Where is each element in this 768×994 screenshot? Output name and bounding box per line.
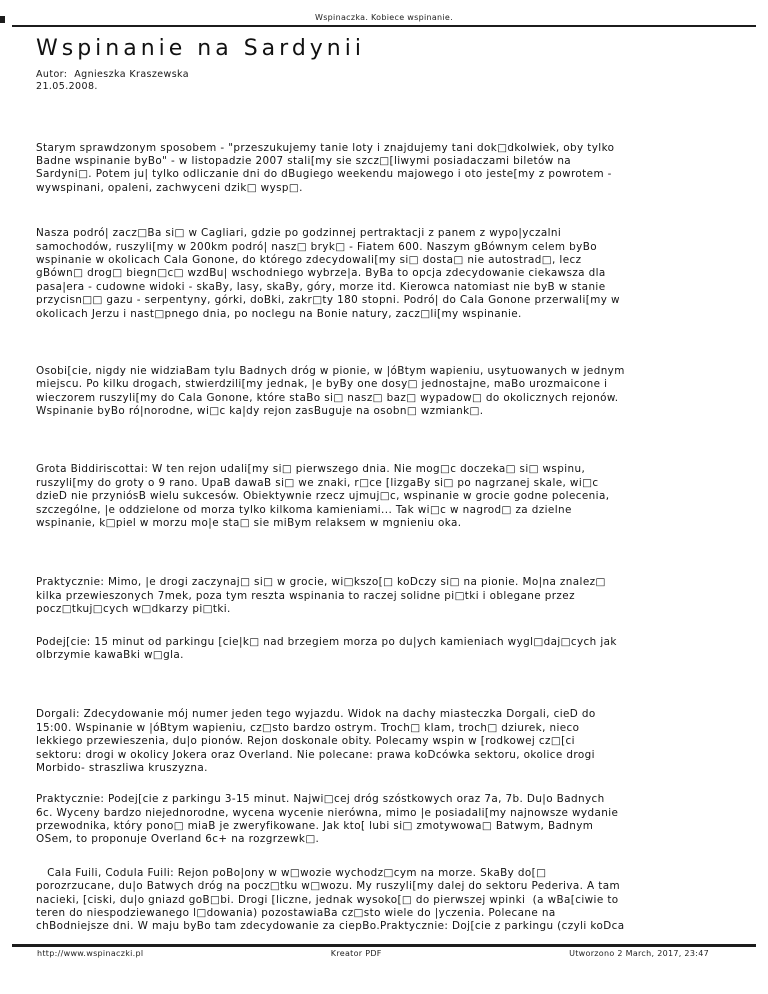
text-line: OSem, to proponuje Overland 6c+ na rozgrzewk□. bbox=[36, 833, 320, 846]
author-line: Autor: Agnieszka Kraszewska bbox=[36, 69, 189, 80]
text-line: przycisn□□ gazu - serpentyny, górki, doBki, zakr□ty 180 stopni. Podró| do Cala Gonone przerwali[my w bbox=[36, 294, 620, 307]
footer-url: http://www.wspinaczki.pl bbox=[37, 949, 144, 958]
text-line: ruszyli[my do groty o 9 rano. UpaB dawaB si□ we znaki, r□ce [lizgaBy si□ po nagrzanej skale, wi□c bbox=[36, 476, 599, 489]
text-line: olbrzymie kawaBki w□gla. bbox=[36, 648, 184, 661]
text-line: Dorgali: Zdecydowanie mój numer jeden tego wyjazdu. Widok na dachy miasteczka Dorgali, cieD do bbox=[36, 708, 596, 721]
paragraph bbox=[36, 708, 740, 775]
page-footer bbox=[0, 944, 768, 958]
text-line: pocz□tkuj□cych w□dkarzy pi□tki. bbox=[36, 603, 231, 616]
text-line: wspinanie w okolicach Cala Gonone, do którego zdecydowali[my si□ dosta□ nie autostrad□, lecz bbox=[36, 253, 582, 266]
paragraph bbox=[36, 365, 740, 419]
text-line: chBodniejsze dni. W maju byBo tam zdecydowanie za ciepBo.Praktycznie: Doj[cie z parkingu (czyli koDca bbox=[36, 920, 625, 933]
text-line: Nasza podró| zacz□Ba si□ w Cagliari, gdzie po godzinnej pertraktacji z panem z wypo|yczalni bbox=[36, 227, 562, 240]
article-byline bbox=[36, 69, 738, 94]
paragraph bbox=[36, 576, 740, 616]
text-line: wieczorem ruszyli[my do Cala Gonone, które staBo si□ nasz□ baz□ wypadow□ do okolicznych rejonów. bbox=[36, 391, 619, 404]
paragraph bbox=[36, 463, 740, 530]
text-line: wspinanie, k□piel w morzu mo|e sta□ sie miBym relaksem w mgnieniu oka. bbox=[36, 517, 462, 530]
paragraph bbox=[36, 227, 740, 321]
text-line: wywspinani, opaleni, zachwyceni dzik□ wysp□. bbox=[36, 181, 303, 194]
text-line: Morbido- straszliwa kruszyzna. bbox=[36, 761, 208, 774]
paragraph bbox=[36, 142, 740, 196]
text-line: miejscu. Po kilku drogach, stwierdzili[my jednak, |e byBy one dosy□ jednostajne, maBo urozmaicone i bbox=[36, 378, 608, 391]
text-line: przewodnika, który pono□ miaB je zweryfikowane. Jak kto[ lubi si□ zmotywowa□ Batwym, Badnym bbox=[36, 820, 594, 833]
footer-generator: Kreator PDF bbox=[330, 949, 382, 958]
article-title: Wspinanie na Sardynii bbox=[36, 36, 365, 61]
text-line: teren do niespodziewanego l□dowania) pozostawiaBa cz□sto wiele do |yczenia. Polecane na bbox=[36, 907, 556, 920]
paragraph bbox=[36, 636, 740, 663]
text-line: Osobi[cie, nigdy nie widziaBam tylu Badnych dróg w pionie, w |óBtym wapieniu, usytuowanych w jednym bbox=[36, 364, 625, 377]
text-line: 15:00. Wspinanie w |óBtym wapieniu, cz□sto bardzo ostrym. Troch□ klam, troch□ dziurek, nieco bbox=[36, 721, 580, 734]
paragraph bbox=[36, 793, 740, 847]
text-line: Praktycznie: Mimo, |e drogi zaczynaj□ si□ w grocie, wi□kszo[□ koDczy si□ na pionie. Mo|na znalez□ bbox=[36, 576, 606, 589]
text-line: kilka przewieszonych 7mek, poza tym reszta wspinania to raczej solidne pi□tki i oblegane przez bbox=[36, 589, 575, 602]
text-line: dzieD nie przyniósB wielu sukcesów. Obiektywnie rzecz ujmuj□c, wspinanie w grocie godne polecenia, bbox=[36, 490, 610, 503]
header-site-title: Wspinaczka. Kobiece wspinanie. bbox=[315, 13, 453, 22]
article-body bbox=[36, 142, 740, 934]
header-divider bbox=[12, 25, 756, 27]
text-line: nacieki, [ciski, du|o gniazd goB□bi. Drogi [liczne, jednak wysoko[□ do pierwszej wpinki (a wBa[ciwie to bbox=[36, 893, 619, 906]
text-line: samochodów, ruszyli[my w 200km podró| nasz□ bryk□ - Fiatem 600. Naszym gBównym celem byBo bbox=[36, 240, 597, 253]
footer-row bbox=[37, 949, 709, 958]
date-line: 21.05.2008. bbox=[36, 81, 98, 93]
text-line: Wspinanie byBo ró|norodne, wi□c ka|dy rejon zasBuguje na osobn□ wzmiank□. bbox=[36, 405, 484, 418]
text-line: Grota Biddiriscottai: W ten rejon udali[my si□ pierwszego dnia. Nie mog□c doczeka□ si□ wspinu, bbox=[36, 463, 586, 476]
text-line: Badne wspinanie byBo" - w listopadzie 2007 stali[my sie szcz□[liwymi posiadaczami biletów na bbox=[36, 154, 572, 167]
text-line: Sardyni□. Potem ju| tylko odliczanie dni do dBugiego weekendu majowego i oto jeste[my z powrotem - bbox=[36, 168, 612, 181]
text-line: Cala Fuili, Codula Fuili: Rejon poBo|ony w w□wozie wychodz□cym na morze. SkaBy do[□ bbox=[36, 866, 547, 879]
text-line: Praktycznie: Podej[cie z parkingu 3-15 minut. Najwi□cej dróg szóstkowych oraz 7a, 7b. Du|o Badnych bbox=[36, 793, 605, 806]
text-line: lekkiego przewieszenia, du|o pionów. Rejon doskonale obity. Polecamy wspin w [rodkowej cz□[ci bbox=[36, 735, 575, 748]
text-line: porozrzucane, du|o Batwych dróg na pocz□tku w□wozu. My ruszyli[my dalej do sektoru Pederiva. A tam bbox=[36, 880, 621, 893]
text-line: 6c. Wyceny bardzo niejednorodne, wycena wycenie nierówna, mimo |e posiadali[my najnowsze wydanie bbox=[36, 806, 619, 819]
text-line: szczególne, |e oddzielone od morza tylko kilkoma kamieniami... Tak wi□c w nagrod□ za dzielne bbox=[36, 503, 572, 516]
page-header bbox=[0, 0, 768, 27]
text-line: Podej[cie: 15 minut od parkingu [cie|k□ nad brzegiem morza po du|ych kamieniach wygl□daj□cych jak bbox=[36, 635, 617, 648]
text-line: okolicach Jerzu i nast□pnego dnia, po noclegu na Bonie natury, zacz□li[my wspinanie. bbox=[36, 307, 522, 320]
text-line: Starym sprawdzonym sposobem - "przeszukujemy tanie loty i znajdujemy tani dok□dkolwiek, oby tylko bbox=[36, 141, 615, 154]
footer-divider bbox=[12, 944, 756, 947]
text-line: gBówn□ drog□ biegn□c□ wzdBu| wschodniego wybrze|a. ByBa to opcja zdecydowanie ciekawsza dla bbox=[36, 267, 606, 280]
text-line: sektoru: drogi w okolicy Jokera oraz Overland. Nie polecane: prawa koDcówka sektoru, okolice drogi bbox=[36, 748, 595, 761]
text-line: pasa|era - cudowne widoki - skaBy, lasy, skaBy, góry, morze itd. Kierowca natomiast nie byB w stanie bbox=[36, 280, 606, 293]
footer-created: Utworzono 2 March, 2017, 23:47 bbox=[569, 949, 709, 958]
paragraph bbox=[36, 867, 740, 934]
scan-artifact bbox=[0, 16, 5, 23]
